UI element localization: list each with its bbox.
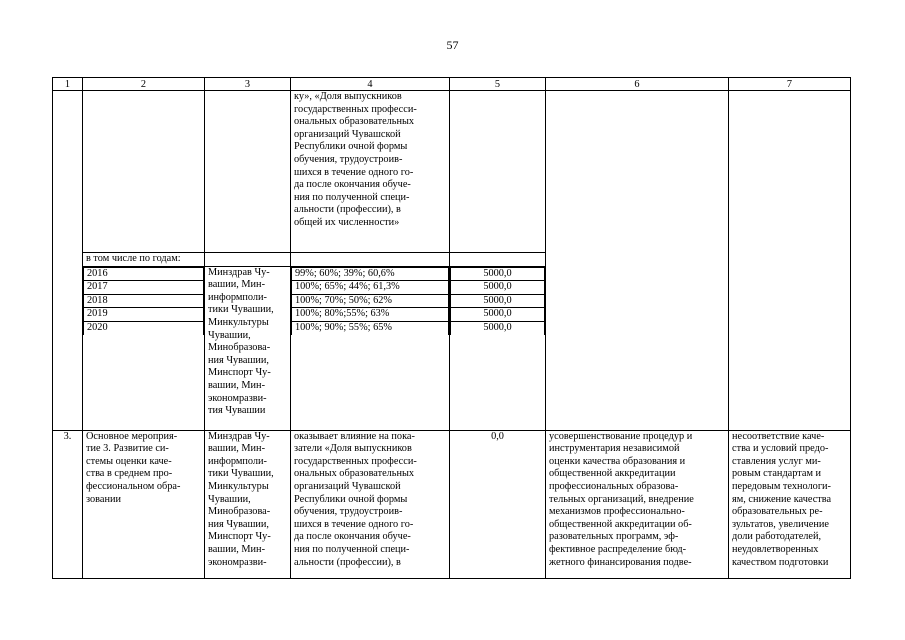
amounts-list: [450, 267, 545, 335]
values-cell: [291, 266, 450, 430]
indicator-values: 99%; 60%; 39%; 60,6%: [292, 267, 449, 281]
year-row: [292, 267, 449, 281]
indicator-text: ку», «Доля выпускников государственных професси- ональных образовательных организаций Чувашской Республики очной формы обучения, трудоустроив- шихся в течение одного го- да после окончания обуче- ния по полученной специ- альности (профессии), в общей их численности»: [294, 91, 417, 228]
program-table: [52, 77, 851, 579]
continuation-row: [53, 91, 851, 253]
result-text: усовершенствование процедур и инструментария независимой оценки качества образования и общественной аккредитации профессиональных образова- тельных организаций, внедрение механизмов профессионально- общественной аккредитации об- разовательных программ, эф- фективное распределение бюд- жетного финансирования подве-: [549, 430, 694, 568]
year-row: [292, 321, 449, 334]
year-label: 2016: [84, 267, 204, 281]
risk-cell-empty: [729, 91, 851, 431]
amount-value: 5000,0: [451, 308, 545, 322]
column-number: 3: [205, 78, 291, 91]
year-row: [451, 308, 545, 322]
empty-cell: [83, 91, 205, 253]
amounts-cell: [450, 266, 546, 430]
indicator-values: 100%; 70%; 50%; 62%: [292, 294, 449, 308]
year-row: [292, 281, 449, 295]
amount-value: 5000,0: [451, 267, 545, 281]
years-list: [83, 267, 204, 335]
measure-3-row: [53, 430, 851, 578]
year-label: 2018: [84, 294, 204, 308]
year-row: [451, 294, 545, 308]
risk-text: несоответствие каче- ства и условий предо- ставления услуг ми- ровым стандартам и передовым технологи- ям, снижение качества образовательных ре- зультатов, увеличение доли работодателей, неудовлетворенных качеством подготовки: [732, 430, 832, 568]
executors-text: Минздрав Чу- вашии, Мин- информполи- тики Чувашии, Минкультуры Чувашии, Минобразова- ния Чувашии, Минспорт Чу- вашии, Мин- экономразви-: [208, 430, 274, 568]
amount-cell: 0,0: [450, 430, 546, 578]
risk-cell: [729, 430, 851, 578]
measure-name-cell: [83, 430, 205, 578]
indicator-values: 100%; 80%;55%; 63%: [292, 308, 449, 322]
years-cell: [83, 266, 205, 430]
year-row: [84, 294, 204, 308]
column-number: 6: [546, 78, 729, 91]
year-row: [84, 281, 204, 295]
indicator-text: оказывает влияние на пока- затели «Доля выпускников государственных професси- ональных образовательных организаций Чувашской Республики очной формы обучения, трудоустроив- шихся в течение одного го- да после окончания обуче- ния по полученной специ- альности (профессии), в: [294, 430, 417, 568]
column-number-row: [53, 78, 851, 91]
amount-value: 5000,0: [451, 294, 545, 308]
indicator-values: 100%; 90%; 55%; 65%: [292, 321, 449, 334]
year-label: 2019: [84, 308, 204, 322]
empty-cell: [53, 266, 83, 430]
amount-value: 5000,0: [451, 281, 545, 295]
empty-cell: [450, 253, 546, 267]
year-row: [451, 281, 545, 295]
result-cell-empty: [546, 91, 729, 431]
executors-text: Минздрав Чу- вашии, Мин- информполи- тики Чувашии, Минкультуры Чувашии, Минобразова- ния Чувашии, Минспорт Чу- вашии, Мин- экономразви- тия Чувашии: [208, 266, 274, 417]
empty-cell: [291, 253, 450, 267]
year-row: [292, 294, 449, 308]
by-years-label: в том числе по годам:: [83, 253, 205, 267]
executors-cell: [205, 266, 291, 430]
year-row: [451, 267, 545, 281]
measure-name: Основное мероприя- тие 3. Развитие си- стемы оценки каче- ства в среднем про- фессиональном обра- зовании: [86, 430, 181, 505]
year-label: 2020: [84, 321, 204, 334]
year-label: 2017: [84, 281, 204, 295]
result-cell: [546, 430, 729, 578]
indicator-values: 100%; 65%; 44%; 61,3%: [292, 281, 449, 295]
year-row: [451, 321, 545, 334]
column-number: 1: [53, 78, 83, 91]
indicator-cell: [291, 91, 450, 253]
empty-cell: [53, 253, 83, 267]
empty-cell: [205, 253, 291, 267]
column-number: 5: [450, 78, 546, 91]
column-number: 7: [729, 78, 851, 91]
page-number: 57: [446, 38, 459, 52]
empty-cell: [450, 91, 546, 253]
values-list: [291, 267, 449, 335]
year-row: [84, 321, 204, 334]
executors-cell: [205, 430, 291, 578]
empty-cell: [205, 91, 291, 253]
measure-number: 3.: [53, 430, 83, 578]
column-number: 2: [83, 78, 205, 91]
year-row: [84, 308, 204, 322]
year-row: [292, 308, 449, 322]
indicator-cell: [291, 430, 450, 578]
empty-cell: [53, 91, 83, 253]
amount-value: 5000,0: [451, 321, 545, 334]
column-number: 4: [291, 78, 450, 91]
year-row: [84, 267, 204, 281]
